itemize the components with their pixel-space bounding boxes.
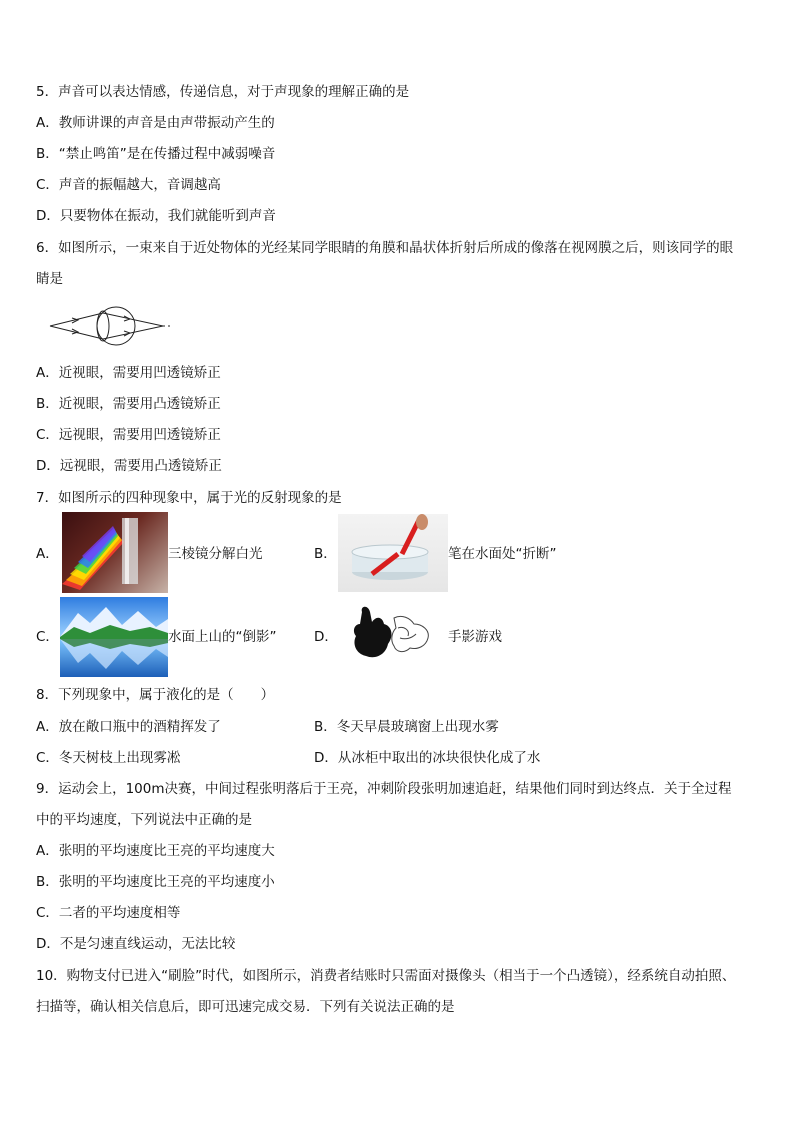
q9-option-d: D．不是匀速直线运动，无法比较 [36,936,236,952]
q6-stem-line2: 睛是 [36,271,63,287]
q7-option-d-letter: D． [314,629,338,645]
mountain-reflection-image [60,597,168,677]
q10-stem-line1: 10．购物支付已进入“刷脸”时代，如图所示，消费者结账时只需面对摄像头（相当于一个凸透镜），经系统自动拍照、 [36,968,736,984]
q7-option-b-caption: 笔在水面处“折断” [448,546,557,562]
q5-option-d: D．只要物体在振动，我们就能听到声音 [36,208,276,224]
q9-option-c: C．二者的平均速度相等 [36,905,181,921]
hand-shadow-image [348,604,434,664]
q8-option-b: B．冬天早晨玻璃窗上出现水雾 [314,719,499,735]
q6-option-a: A．近视眼，需要用凹透镜矫正 [36,365,221,381]
pencil-in-water-image [338,514,448,592]
q6-option-c: C．远视眼，需要用凹透镜矫正 [36,427,221,443]
q7-option-c-caption: 水面上山的“倒影” [168,629,277,645]
q9-option-a: A．张明的平均速度比王亮的平均速度大 [36,843,275,859]
q7-option-a-caption: 三棱镜分解白光 [168,546,263,562]
q8-stem: 8．下列现象中，属于液化的是（ ） [36,687,275,703]
q7-option-d-caption: 手影游戏 [448,629,502,645]
q7-stem: 7．如图所示的四种现象中，属于光的反射现象的是 [36,490,342,506]
q7-option-c-letter: C． [36,629,59,645]
prism-image [62,512,168,593]
q8-option-c: C．冬天树枝上出现雾凇 [36,750,181,766]
q8-option-d: D．从冰柜中取出的冰块很快化成了水 [314,750,541,766]
q5-stem: 5．声音可以表达情感，传递信息，对于声现象的理解正确的是 [36,84,410,100]
q6-stem-line1: 6．如图所示，一束来自于近处物体的光经某同学眼睛的角膜和晶状体折射后所成的像落在视网膜之后，则该同学的眼 [36,240,734,256]
q6-option-b: B．近视眼，需要用凸透镜矫正 [36,396,221,412]
q7-option-a-letter: A． [36,546,59,562]
q9-option-b: B．张明的平均速度比王亮的平均速度小 [36,874,275,890]
q5-option-a: A．教师讲课的声音是由声带振动产生的 [36,115,275,131]
eye-diagram [48,305,178,347]
q10-stem-line2: 扫描等，确认相关信息后，即可迅速完成交易．下列有关说法正确的是 [36,999,455,1015]
q7-option-b-letter: B． [314,546,337,562]
q9-stem-line1: 9．运动会上，100m决赛，中间过程张明落后于王亮，冲刺阶段张明加速追赶，结果他们同时到达终点．关于全过程 [36,781,732,797]
q8-option-a: A．放在敞口瓶中的酒精挥发了 [36,719,221,735]
q6-option-d: D．远视眼，需要用凸透镜矫正 [36,458,222,474]
q9-stem-line2: 中的平均速度，下列说法中正确的是 [36,812,252,828]
q5-option-c: C．声音的振幅越大，音调越高 [36,177,221,193]
q5-option-b: B．“禁止鸣笛”是在传播过程中减弱噪音 [36,146,276,162]
